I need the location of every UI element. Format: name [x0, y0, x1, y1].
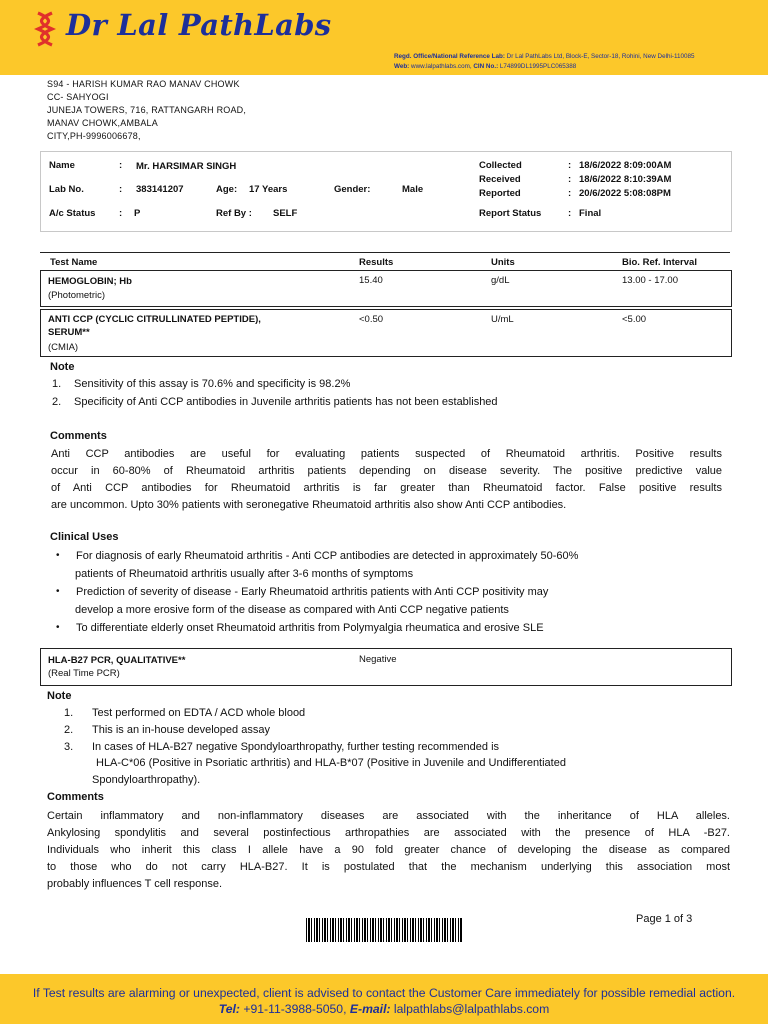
test-result: <0.50	[359, 314, 384, 325]
note-text: Test performed on EDTA / ACD whole blood	[92, 707, 306, 719]
clinical-uses-title: Clinical Uses	[50, 531, 119, 543]
brand-logo: Dr Lal PathLabs	[66, 8, 332, 42]
test-result: 15.40	[359, 275, 383, 286]
note-number: 3.	[64, 741, 74, 753]
collected-label: Collected	[479, 160, 522, 171]
test-ref-range: 13.00 - 17.00	[622, 275, 678, 286]
name-value: Mr. HARSIMAR SINGH	[136, 161, 237, 172]
note-title: Note	[47, 690, 72, 702]
ref-by-label: Ref By :	[216, 208, 252, 219]
bullet-icon: •	[56, 586, 60, 597]
note-title: Note	[50, 361, 75, 373]
footer-advisory: If Test results are alarming or unexpected, client is advised to contact the Customer Care immediately for possible remedial action.	[32, 986, 736, 1000]
reported-label: Reported	[479, 188, 521, 199]
gender-label: Gender:	[334, 184, 371, 195]
age-label: Age:	[216, 184, 238, 195]
table-divider	[40, 252, 730, 253]
col-header-results: Results	[359, 257, 394, 268]
page-number: Page 1 of 3	[636, 913, 693, 925]
test-unit: U/mL	[491, 314, 514, 325]
barcode-image	[306, 918, 462, 942]
address-line: S94 - HARISH KUMAR RAO MANAV CHOWK	[47, 79, 240, 89]
clinical-use-item: For diagnosis of early Rheumatoid arthritis - Anti CCP antibodies are detected in approximately 50-60%	[76, 550, 579, 562]
note-number: 1.	[52, 378, 62, 390]
lab-no-value: 383141207	[136, 184, 184, 195]
clinical-use-item: Prediction of severity of disease - Early Rheumatoid arthritis patients with Anti CCP positivity may	[76, 586, 549, 598]
age-value: 17 Years	[249, 184, 288, 195]
test-name: ANTI CCP (CYCLIC CITRULLINATED PEPTIDE),	[48, 314, 261, 325]
test-name: HEMOGLOBIN; Hb	[48, 276, 132, 287]
report-status-value: Final	[579, 208, 602, 219]
colon: :	[119, 160, 123, 171]
test-method: (Real Time PCR)	[48, 668, 120, 679]
address-line: CC- SAHYOGI	[47, 92, 109, 102]
colon: :	[119, 208, 123, 219]
footer-contact: Tel: +91-11-3988-5050, E-mail: lalpathlabs@lalpathlabs.com	[218, 1002, 550, 1016]
regd-office-line: Regd. Office/National Reference Lab: Dr Lal PathLabs Ltd, Block-E, Sector-18, Rohini, New Delhi-110085	[394, 53, 695, 60]
collected-value: 18/6/2022 8:09:00AM	[579, 160, 672, 171]
ac-status-label: A/c Status	[49, 208, 96, 219]
report-status-label: Report Status	[479, 208, 542, 219]
test-ref-range: <5.00	[622, 314, 647, 325]
received-label: Received	[479, 174, 521, 185]
note-number: 1.	[64, 707, 74, 719]
comments-title: Comments	[47, 791, 104, 803]
dna-logo-icon	[34, 11, 56, 47]
received-value: 18/6/2022 8:10:39AM	[579, 174, 672, 185]
ref-by-value: SELF	[273, 208, 298, 219]
bullet-icon: •	[56, 622, 60, 633]
clinical-use-item-cont: develop a more erosive form of the disease as compared with Anti CCP negative patients	[75, 604, 509, 616]
hla-comments-paragraph: Certain inflammatory and non-inflammatory diseases are associated with the inheritance of HLA alleles. Ankylosing spondylitis and several postinfectious arthropathies are associated with the presence of HLA -B27. Individuals who inherit this class I allele have a 90 fold greater chance of developing the disease as compared to those who do not carry HLA-B27. It is postulated that the mechanism underlying this association most probably influences T cell response.	[47, 810, 730, 890]
colon: :	[568, 160, 572, 171]
address-line: CITY,PH-9996006678,	[47, 131, 141, 141]
colon: :	[568, 208, 572, 219]
test-method: (CMIA)	[48, 342, 79, 353]
address-line: JUNEJA TOWERS, 716, RATTANGARH ROAD,	[47, 105, 247, 115]
col-header-test-name: Test Name	[50, 257, 98, 268]
note-text: This is an in-house developed assay	[92, 724, 270, 736]
note-text-cont: Spondyloarthropathy).	[92, 774, 201, 786]
note-text: Specificity of Anti CCP antibodies in Juvenile arthritis patients has not been established	[74, 396, 498, 408]
colon: :	[568, 188, 572, 199]
reported-value: 20/6/2022 5:08:08PM	[579, 188, 671, 199]
colon: :	[568, 174, 572, 185]
col-header-ref-interval: Bio. Ref. Interval	[622, 257, 697, 268]
test-name: HLA-B27 PCR, QUALITATIVE**	[48, 655, 186, 666]
clinical-use-item: To differentiate elderly onset Rheumatoid arthritis from Polymyalgia rheumatica and erosive SLE	[76, 622, 544, 634]
comments-title: Comments	[50, 430, 107, 442]
note-text: Sensitivity of this assay is 70.6% and specificity is 98.2%	[74, 378, 351, 390]
bullet-icon: •	[56, 550, 60, 561]
name-label: Name	[49, 160, 75, 171]
colon: :	[119, 184, 123, 195]
web-cin-line: Web: www.lalpathlabs.com, CIN No.: L74899DL1995PLC065388	[394, 63, 577, 70]
test-method: (Photometric)	[48, 290, 106, 301]
note-number: 2.	[52, 396, 62, 408]
test-name-cont: SERUM**	[48, 327, 90, 338]
gender-value: Male	[402, 184, 424, 195]
note-text: In cases of HLA-B27 negative Spondyloarthropathy, further testing recommended is	[92, 741, 500, 753]
col-header-units: Units	[491, 257, 515, 268]
note-text-cont: HLA-C*06 (Positive in Psoriatic arthritis) and HLA-B*07 (Positive in Juvenile and Undifferentiated	[96, 757, 566, 769]
ac-status-value: P	[134, 208, 141, 219]
address-line: MANAV CHOWK,AMBALA	[47, 118, 158, 128]
lab-no-label: Lab No.	[49, 184, 84, 195]
test-result: Negative	[359, 654, 397, 665]
note-number: 2.	[64, 724, 74, 736]
ccp-comments-paragraph: Anti CCP antibodies are useful for evaluating patients suspected of Rheumatoid arthritis. Positive results occur in 60-80% of Rheumatoid arthritis patients depending on disease severity. The positive predictive value of Anti CCP antibodies for Rheumatoid arthritis is far greater than Rheumatoid factor. False positive results are uncommon. Upto 30% patients with seronegative Rheumatoid arthritis also show Anti CCP antibodies.	[51, 448, 722, 511]
test-unit: g/dL	[491, 275, 510, 286]
clinical-use-item-cont: patients of Rheumatoid arthritis usually after 3-6 months of symptoms	[75, 568, 414, 580]
